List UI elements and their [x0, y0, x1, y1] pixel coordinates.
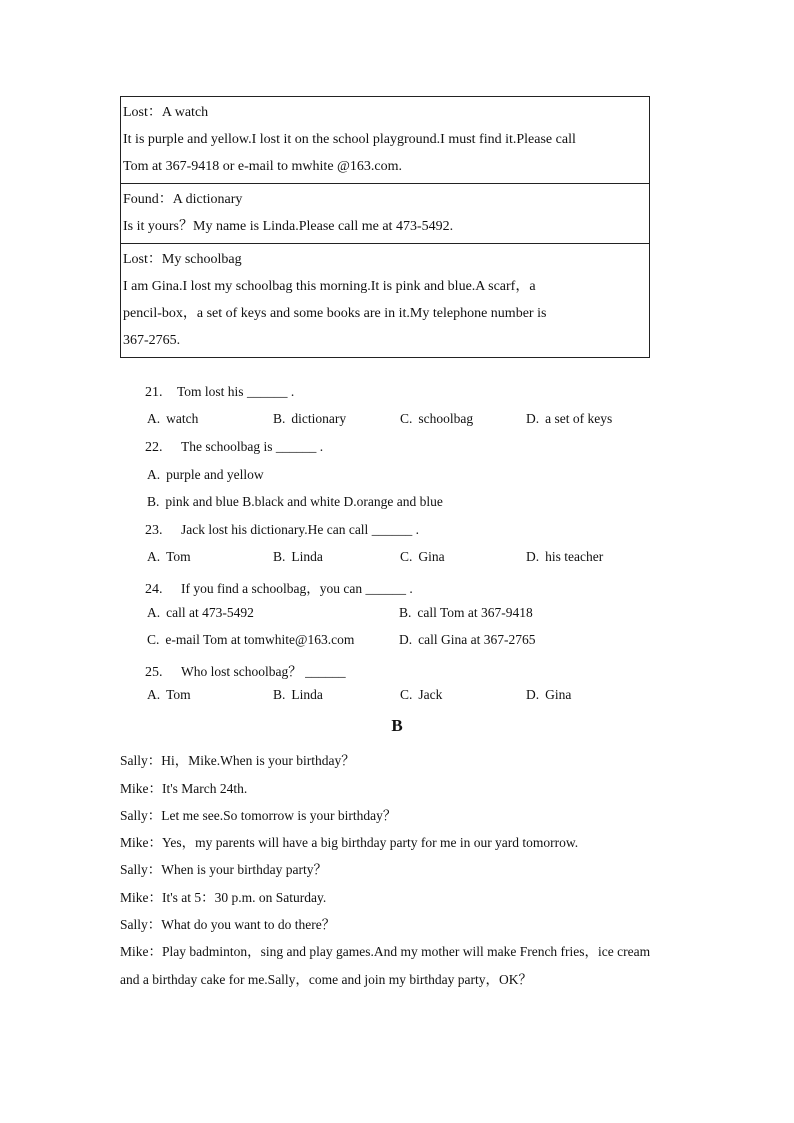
option-b: B. dictionary: [273, 411, 347, 426]
option-b: B. call Tom at 367-9418: [399, 605, 533, 620]
option-c: C. schoolbag: [400, 411, 474, 426]
dialogue-line: Sally：When is your birthday party？: [120, 862, 327, 877]
option-a: A. Tom: [147, 687, 191, 702]
option-a: A. Tom: [147, 549, 191, 564]
dialogue-line: Sally：What do you want to do there？: [120, 917, 336, 932]
option-d: D. call Gina at 367-2765: [399, 632, 536, 647]
notice-title: Lost：My schoolbag: [123, 252, 242, 267]
question-25: [145, 660, 346, 681]
question-text: If you find a schoolbag，you can ______ .: [181, 581, 413, 596]
dialogue-line: and a birthday cake for me.Sally，come and join my birthday party，OK？: [120, 972, 533, 987]
notice-found-dictionary: [121, 184, 649, 244]
notice-line: 367-2765.: [123, 333, 181, 348]
option-d: D. Gina: [526, 687, 572, 702]
question-text: The schoolbag is ______ .: [181, 439, 324, 454]
notice-line: Tom at 367-9418 or e-mail to mwhite @163.com.: [123, 159, 403, 174]
notice-line: I am Gina.I lost my schoolbag this morning.It is pink and blue.A scarf，a: [123, 279, 536, 294]
option-c: C. Jack: [400, 687, 443, 702]
notice-lost-schoolbag: [121, 244, 649, 357]
notice-lost-watch: [121, 97, 649, 184]
dialogue-line: Mike：It's March 24th.: [120, 781, 248, 796]
section-heading: B: [391, 716, 403, 735]
notice-title: Found：A dictionary: [123, 192, 243, 207]
option-d: D. his teacher: [526, 549, 604, 564]
option-a: A. watch: [147, 411, 199, 426]
question-number: 24.: [145, 582, 163, 597]
question-22: [145, 439, 323, 456]
dialogue-line: Mike：It's at 5：30 p.m. on Saturday.: [120, 890, 327, 905]
question-text: Who lost schoolbag？ ______: [181, 664, 346, 679]
option-c: C. Gina: [400, 549, 445, 564]
option-d: D. a set of keys: [526, 411, 613, 426]
notice-line: It is purple and yellow.I lost it on the school playground.I must find it.Please call: [123, 132, 576, 147]
notice-line: Is it yours？My name is Linda.Please call me at 473-5492.: [123, 219, 454, 234]
question-text: Tom lost his ______ .: [177, 384, 295, 399]
question-number: 23.: [145, 523, 163, 538]
dialogue-line: Sally：Hi，Mike.When is your birthday？: [120, 753, 355, 768]
dialogue-line: Sally：Let me see.So tomorrow is your birthday？: [120, 808, 397, 823]
question-number: 21.: [145, 385, 163, 400]
option-a: A. call at 473-5492: [147, 605, 254, 620]
notice-title: Lost：A watch: [123, 105, 209, 120]
question-21: [145, 384, 294, 401]
question-24: [145, 577, 413, 598]
question-23: [145, 522, 419, 539]
notice-line: pencil-box，a set of keys and some books are in it.My telephone number is: [123, 306, 547, 321]
option-b: B. Linda: [273, 549, 323, 564]
exam-page: Lost：A watch It is purple and yellow.I lost it on the school playground.I must find it.Please call Tom at 367-9418 or e-mail to mwhite @163.com. Found：A dictionary Is it yours？My name is Linda.Please call me at 473-5492. Lost：My schoolbag I am Gina.I lost my schoolbag this morning.It is pink and blue.A scarf，a pencil-box，a set of keys and some books are in it.My telephone number is 367-2765. 21. Tom lost his ______ . A. watch B. dictionary C. schoolbag D. a set of keys 22. The schoolbag is ______ . A. purple and yellow B. pink and blue B.black and white D.orange and blue 23. Jack lost his dictionary.He can call ______ . A. Tom B. Linda C. Gina D. his teacher 24. If you find a schoolbag，you can ______ . A. call at 473-5492 B. call Tom at 367-9418 C. e-mail Tom at tomwhite@163.com D. call Gina at 367-2765 25. Who lost schoolbag？ ______ A. Tom B. Linda C. Jack D. Gina B Sally：Hi，Mike.When is your birthday？ Mike：It's March 24th. Sally：Let me see.So tomorrow is your birthday？ Mike：Yes，my parents will have a big birthday party for me in our yard tomorrow. Sally：When is your birthday party？ Mike：It's at 5：30 p.m. on Saturday. Sally：What do you want to do there？ Mike：Play badminton，sing and play games.And my mother will make French fries，ice cream and a birthday cake for me.Sally，come and join my birthday party，OK？: [0, 0, 794, 1123]
option-c: C. e-mail Tom at tomwhite@163.com: [147, 632, 355, 647]
question-text: Jack lost his dictionary.He can call ______ .: [181, 522, 419, 537]
dialogue-line: Mike：Play badminton，sing and play games.And my mother will make French fries，ice cream: [120, 944, 651, 959]
notice-table: [120, 96, 650, 358]
option-b: B. Linda: [273, 687, 323, 702]
question-number: 22.: [145, 440, 163, 455]
dialogue-line: Mike：Yes，my parents will have a big birthday party for me in our yard tomorrow.: [120, 835, 579, 850]
question-number: 25.: [145, 665, 163, 680]
